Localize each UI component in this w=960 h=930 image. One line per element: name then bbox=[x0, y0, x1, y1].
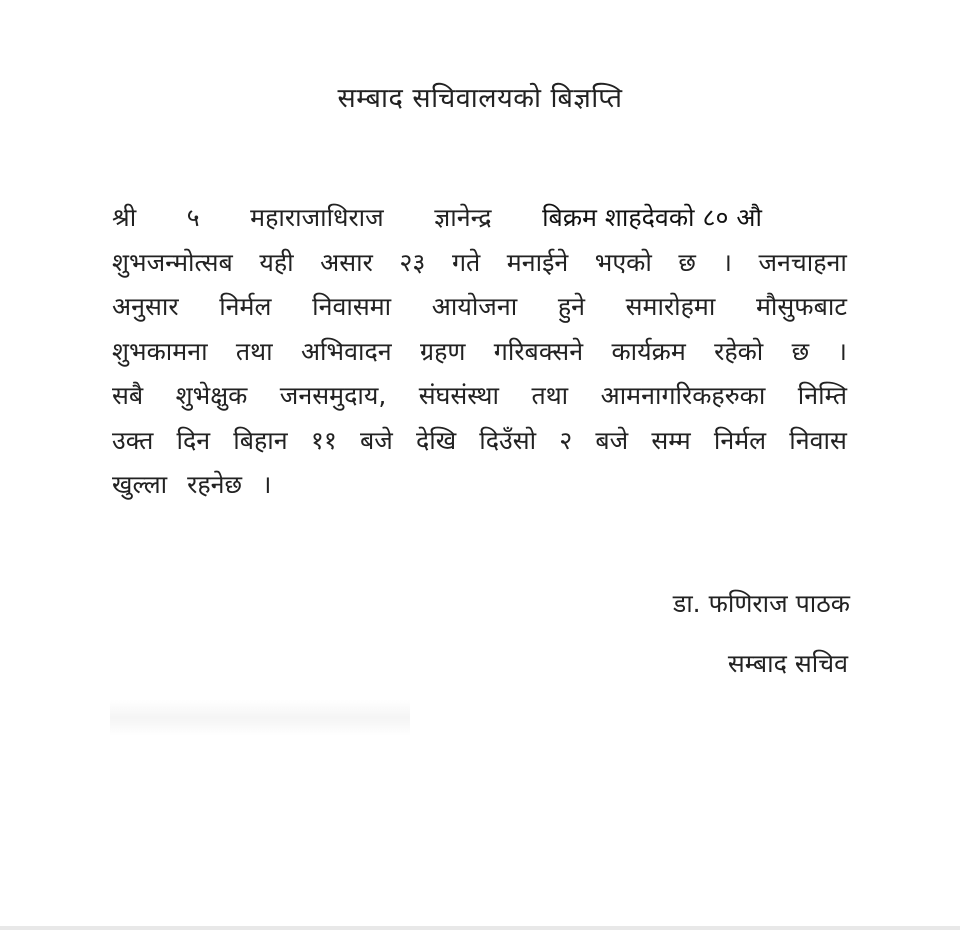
word: निम्ति bbox=[797, 381, 847, 410]
word: श्री bbox=[112, 203, 137, 232]
word: जनसमुदाय, bbox=[279, 381, 387, 410]
word: ग्रहण bbox=[419, 336, 466, 366]
word: असार bbox=[320, 247, 373, 277]
signature-title: सम्बाद सचिव bbox=[727, 649, 848, 678]
word: । bbox=[837, 336, 847, 366]
faint-smudge bbox=[110, 700, 410, 736]
body-line-5 bbox=[112, 374, 847, 419]
signature-name: डा. फणिराज पाठक bbox=[672, 589, 850, 618]
notice-title: सम्बाद सचिवालयको बिज्ञप्ति bbox=[337, 83, 623, 114]
word: बजे bbox=[359, 425, 393, 455]
word: २३ bbox=[399, 247, 426, 277]
word: बिहान bbox=[233, 425, 288, 455]
word: आयोजना bbox=[431, 292, 518, 321]
word: निर्मल bbox=[713, 425, 767, 455]
body-line-3 bbox=[112, 285, 847, 330]
word: अनुसार bbox=[112, 292, 179, 321]
body-line-2 bbox=[112, 241, 847, 286]
word: ५ bbox=[186, 203, 200, 232]
word: महाराजाधिराज bbox=[250, 203, 384, 232]
word: उक्त bbox=[112, 425, 154, 455]
word: जनचाहना bbox=[758, 247, 847, 277]
notice-body bbox=[112, 196, 847, 508]
word-typed: बिक्रम शाहदेवको ८० औ bbox=[542, 203, 762, 232]
word: मनाईने bbox=[506, 247, 569, 277]
word: तथा bbox=[235, 336, 273, 366]
word: छ bbox=[791, 336, 810, 366]
word: २ bbox=[559, 425, 573, 455]
word: संघसंस्था bbox=[418, 381, 499, 410]
word: सबै bbox=[112, 381, 144, 410]
word: छ bbox=[678, 247, 696, 277]
word: दिउँसो bbox=[479, 425, 537, 455]
body-line-7 bbox=[112, 463, 847, 508]
word: कार्यक्रम bbox=[611, 336, 686, 366]
word: गरिबक्सने bbox=[493, 336, 584, 366]
word: शुभकामना bbox=[112, 336, 208, 366]
word: शुभजन्मोत्सब bbox=[112, 247, 233, 277]
word: दिन bbox=[176, 425, 211, 455]
word: देखि bbox=[415, 425, 457, 455]
word: बजे bbox=[595, 425, 629, 455]
word: निवासमा bbox=[312, 292, 392, 321]
word: ज्ञानेन्द्र bbox=[434, 203, 492, 232]
word: यही bbox=[259, 247, 294, 277]
word: रहनेछ bbox=[187, 470, 243, 499]
word: शुभेक्षुक bbox=[175, 381, 248, 410]
word: मौसुफबाट bbox=[755, 292, 847, 321]
word: आमनागरिकहरुका bbox=[600, 381, 766, 410]
word: खुल्ला bbox=[112, 470, 168, 499]
word: । bbox=[261, 470, 272, 499]
word: । bbox=[722, 247, 732, 277]
word: निवास bbox=[789, 425, 847, 455]
bottom-edge bbox=[0, 926, 960, 930]
word: हुने bbox=[557, 292, 585, 321]
body-line-1 bbox=[112, 196, 762, 241]
word: गते bbox=[451, 247, 481, 277]
body-line-6 bbox=[112, 419, 847, 464]
word: ११ bbox=[310, 425, 337, 455]
word: भएको bbox=[594, 247, 652, 277]
word: सम्म bbox=[651, 425, 691, 455]
word: अभिवादन bbox=[300, 336, 392, 366]
word: समारोहमा bbox=[625, 292, 716, 321]
body-line-4 bbox=[112, 330, 847, 375]
word: निर्मल bbox=[219, 292, 272, 321]
word: रहेको bbox=[714, 336, 764, 366]
word: तथा bbox=[531, 381, 569, 410]
